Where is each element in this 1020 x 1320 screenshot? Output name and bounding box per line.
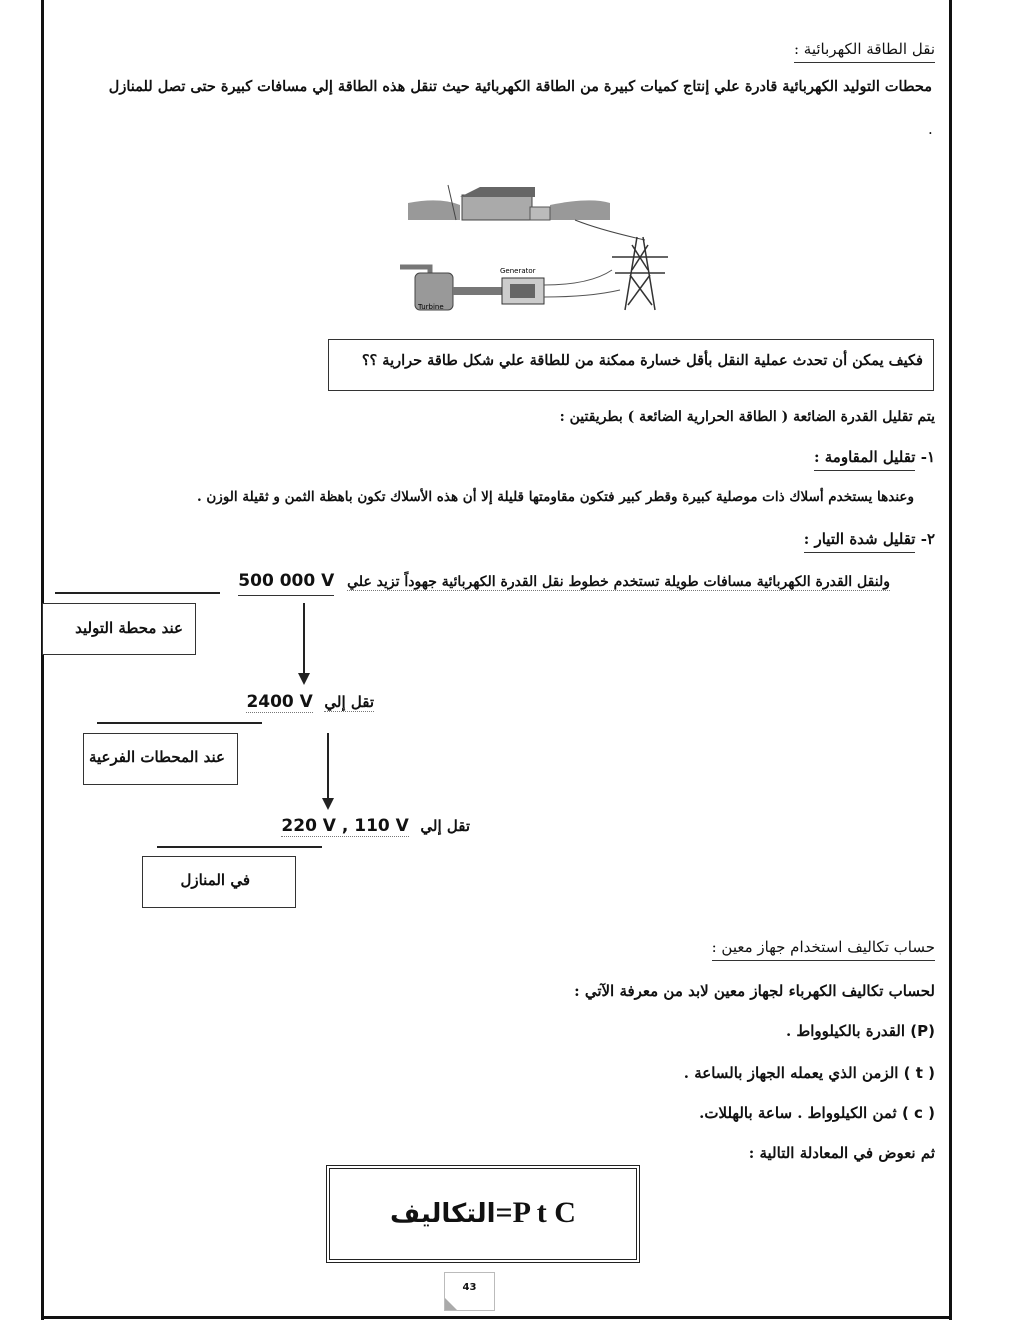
box-homes-label: في المنازل	[180, 871, 250, 889]
turbine-label: Turbine	[418, 303, 444, 311]
section-heading-costs: حساب تكاليف استخدام جهاز معين :	[712, 938, 935, 961]
method2-title: تقليل شدة التيار :	[804, 530, 916, 553]
page-border-right	[949, 0, 952, 1320]
method2-text	[238, 571, 890, 596]
page-number: 43	[462, 1282, 477, 1293]
question-box	[328, 339, 934, 391]
page-border-bottom	[41, 1316, 952, 1319]
hill-right	[550, 200, 610, 220]
box-substations-label: عند المحطات الفرعية	[88, 748, 225, 766]
generator-label: Generator	[500, 267, 536, 275]
method2-heading	[804, 530, 935, 548]
step3-prefix: تقل إلي	[420, 817, 470, 835]
method1-title: تقليل المقاومة :	[814, 448, 915, 471]
page-border-left	[41, 0, 44, 1320]
formula-lhs: التكاليف	[390, 1199, 496, 1229]
method1-number: ١-	[920, 448, 935, 466]
section-heading-transmission: نقل الطاقة الكهربائية :	[794, 40, 935, 63]
question-text: فكيف يمكن أن تحدث عملية النقل بأقل خسارة ممكنة من للطاقة علي شكل طاقة حرارية ؟؟	[361, 352, 923, 369]
formula	[330, 1195, 636, 1230]
box-generation-station-label: عند محطة التوليد	[75, 619, 183, 637]
method2-sentence: ولنقل القدرة الكهربائية مسافات طويلة تستخدم خطوط نقل القدرة الكهربائية جهوداً تزيد علي	[347, 574, 890, 590]
page-number-badge	[444, 1272, 495, 1311]
cost-item-price	[699, 1104, 935, 1122]
arrow-down-icon	[327, 733, 329, 808]
house-icon	[462, 195, 532, 220]
box-homes	[142, 856, 296, 908]
house-roof	[460, 187, 535, 197]
formula-rhs: =P t C	[495, 1196, 576, 1229]
period: .	[928, 120, 933, 138]
method2-number: ٢-	[920, 530, 935, 548]
arrow-down-icon	[303, 603, 305, 683]
voltage-220-110: 220 V , 110 V	[281, 816, 409, 836]
pylon-icon	[612, 237, 668, 310]
step2-label	[246, 692, 374, 713]
box-substations	[83, 733, 238, 785]
voltage-2400: 2400 V	[246, 692, 313, 712]
methods-intro: يتم تقليل القدرة الضائعة ( الطاقة الحرارية الضائعة ) بطريقتين :	[559, 409, 935, 425]
divider-line	[157, 846, 322, 848]
voltage-500000: 500 000 V	[238, 571, 334, 596]
cost-item-power	[786, 1022, 935, 1040]
divider-line	[55, 592, 220, 594]
symbol-p: (P)	[910, 1022, 935, 1040]
method1-heading	[814, 448, 935, 466]
cost-item-text: الزمن الذي يعمله الجهاز بالساعة .	[683, 1064, 899, 1082]
cost-item-time	[684, 1064, 935, 1082]
cost-item-text: القدرة بالكيلوواط .	[785, 1022, 906, 1040]
method1-text: وعندها يستخدم أسلاك ذات موصلية كبيرة وقطر كبير فتكون مقاومتها قليلة إلا أن هذه الأسلاك تكون باهظة الثمن و ثقيلة الوزن .	[196, 489, 914, 505]
step2-prefix: تقل إلي	[324, 693, 374, 711]
box-generation-station	[42, 603, 196, 655]
page-curl-icon	[445, 1298, 457, 1310]
formula-box	[326, 1165, 640, 1263]
symbol-t: ( t )	[903, 1064, 935, 1082]
divider-line	[97, 722, 262, 724]
intro-paragraph: محطات التوليد الكهربائية قادرة علي إنتاج كميات كبيرة من الطاقة الكهربائية حيث تنقل هذه الطاقة إلي مسافات كبيرة حتى تصل للمنازل	[108, 78, 932, 95]
cost-item-text: ثمن الكيلوواط . ساعة بالهللات.	[699, 1104, 897, 1122]
equation-intro: ثم نعوض في المعادلة التالية :	[748, 1144, 935, 1162]
step3-label	[281, 816, 470, 837]
symbol-c: ( c )	[901, 1104, 935, 1122]
power-transmission-illustration	[400, 175, 700, 315]
costs-intro: لحساب تكاليف الكهرباء لجهاز معين لابد من معرفة الآتي :	[574, 982, 935, 1000]
